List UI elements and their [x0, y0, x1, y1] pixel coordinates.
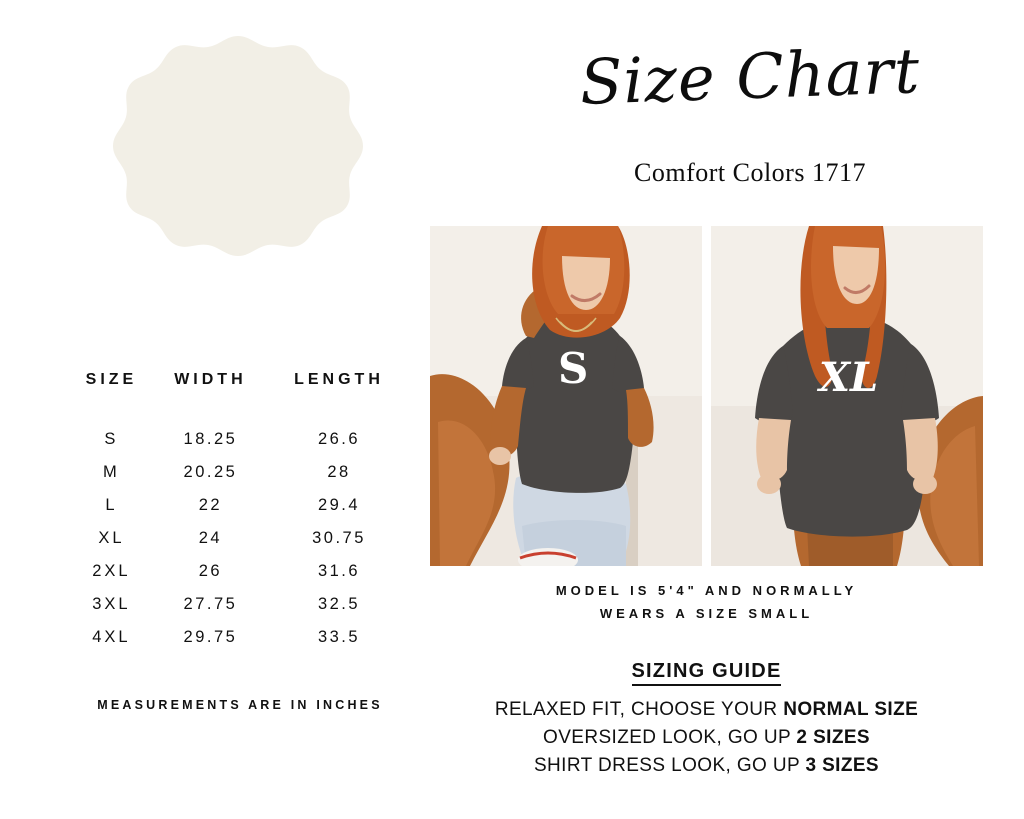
cell-length: 29.4: [317, 496, 361, 514]
sizing-guide-title-text: SIZING GUIDE: [632, 660, 782, 686]
cell-size: M: [103, 463, 120, 481]
sizing-guide-line-2-bold: 2 SIZES: [796, 727, 870, 749]
decorative-blob: [88, 32, 388, 302]
cell-width: 29.75: [183, 628, 238, 646]
cell-length: 28: [327, 463, 351, 481]
sizing-guide-line-1-text: RELAXED FIT,: [494, 699, 631, 720]
table-row: [70, 555, 410, 588]
size-chart-table: [70, 370, 410, 654]
model-note: [430, 580, 983, 626]
table-row: [70, 423, 410, 456]
cell-size: XL: [98, 529, 125, 547]
column-header-length: LENGTH: [294, 371, 384, 388]
sizing-guide-line-3-bold: 3 SIZES: [805, 755, 879, 777]
cell-width: 27.75: [183, 595, 238, 613]
cell-width: 20.25: [183, 463, 238, 481]
cell-width: 26: [198, 562, 223, 580]
table-row: [70, 456, 410, 489]
table-row: [70, 621, 410, 654]
sizing-guide-line-3: [430, 752, 983, 780]
cell-size: 3XL: [92, 595, 131, 613]
cell-width: 18.25: [183, 430, 238, 448]
page-subtitle: Comfort Colors 1717: [634, 158, 866, 187]
sizing-guide-lines: [430, 696, 983, 780]
sizing-guide-line-2-mid: OVERSIZED LOOK, GO UP: [543, 727, 797, 749]
measurements-note: MEASUREMENTS ARE IN INCHES: [97, 698, 383, 712]
cell-length: 32.5: [317, 595, 361, 613]
sizing-guide-line-1: [430, 696, 983, 724]
page-title: Size Chart: [578, 34, 922, 119]
model-photo-small: [430, 226, 702, 566]
cell-length: 31.6: [317, 562, 361, 580]
cell-width: 24: [198, 529, 223, 547]
cell-length: 33.5: [317, 628, 361, 646]
table-row: [70, 522, 410, 555]
column-header-size: SIZE: [85, 371, 138, 388]
column-header-width: WIDTH: [174, 371, 247, 388]
cell-size: S: [104, 430, 119, 448]
cell-size: 2XL: [92, 562, 131, 580]
model-photo-xl: [711, 226, 983, 566]
cell-width: 22: [198, 496, 223, 514]
cell-size: 4XL: [92, 628, 131, 646]
model-photos: [430, 226, 983, 566]
sizing-guide-line-1-mid: CHOOSE YOUR: [630, 699, 784, 720]
table-header-row: [70, 370, 410, 423]
sizing-guide-title: [430, 660, 983, 683]
table-row: [70, 588, 410, 621]
tee-letter-xl: XL: [819, 354, 879, 401]
model-note-line-2: WEARS A SIZE SMALL: [599, 605, 814, 621]
table-row: [70, 489, 410, 522]
sizing-guide-line-1-bold: NORMAL SIZE: [783, 699, 919, 720]
tee-letter-s: S: [558, 344, 589, 393]
cell-size: L: [105, 496, 118, 514]
sizing-guide-line-2: [430, 724, 983, 752]
cell-length: 30.75: [312, 529, 366, 547]
sizing-guide-line-3-mid: SHIRT DRESS LOOK, GO UP: [533, 755, 806, 777]
model-note-line-1: MODEL IS 5'4" AND NORMALLY: [555, 583, 858, 598]
cell-length: 26.6: [317, 430, 361, 448]
